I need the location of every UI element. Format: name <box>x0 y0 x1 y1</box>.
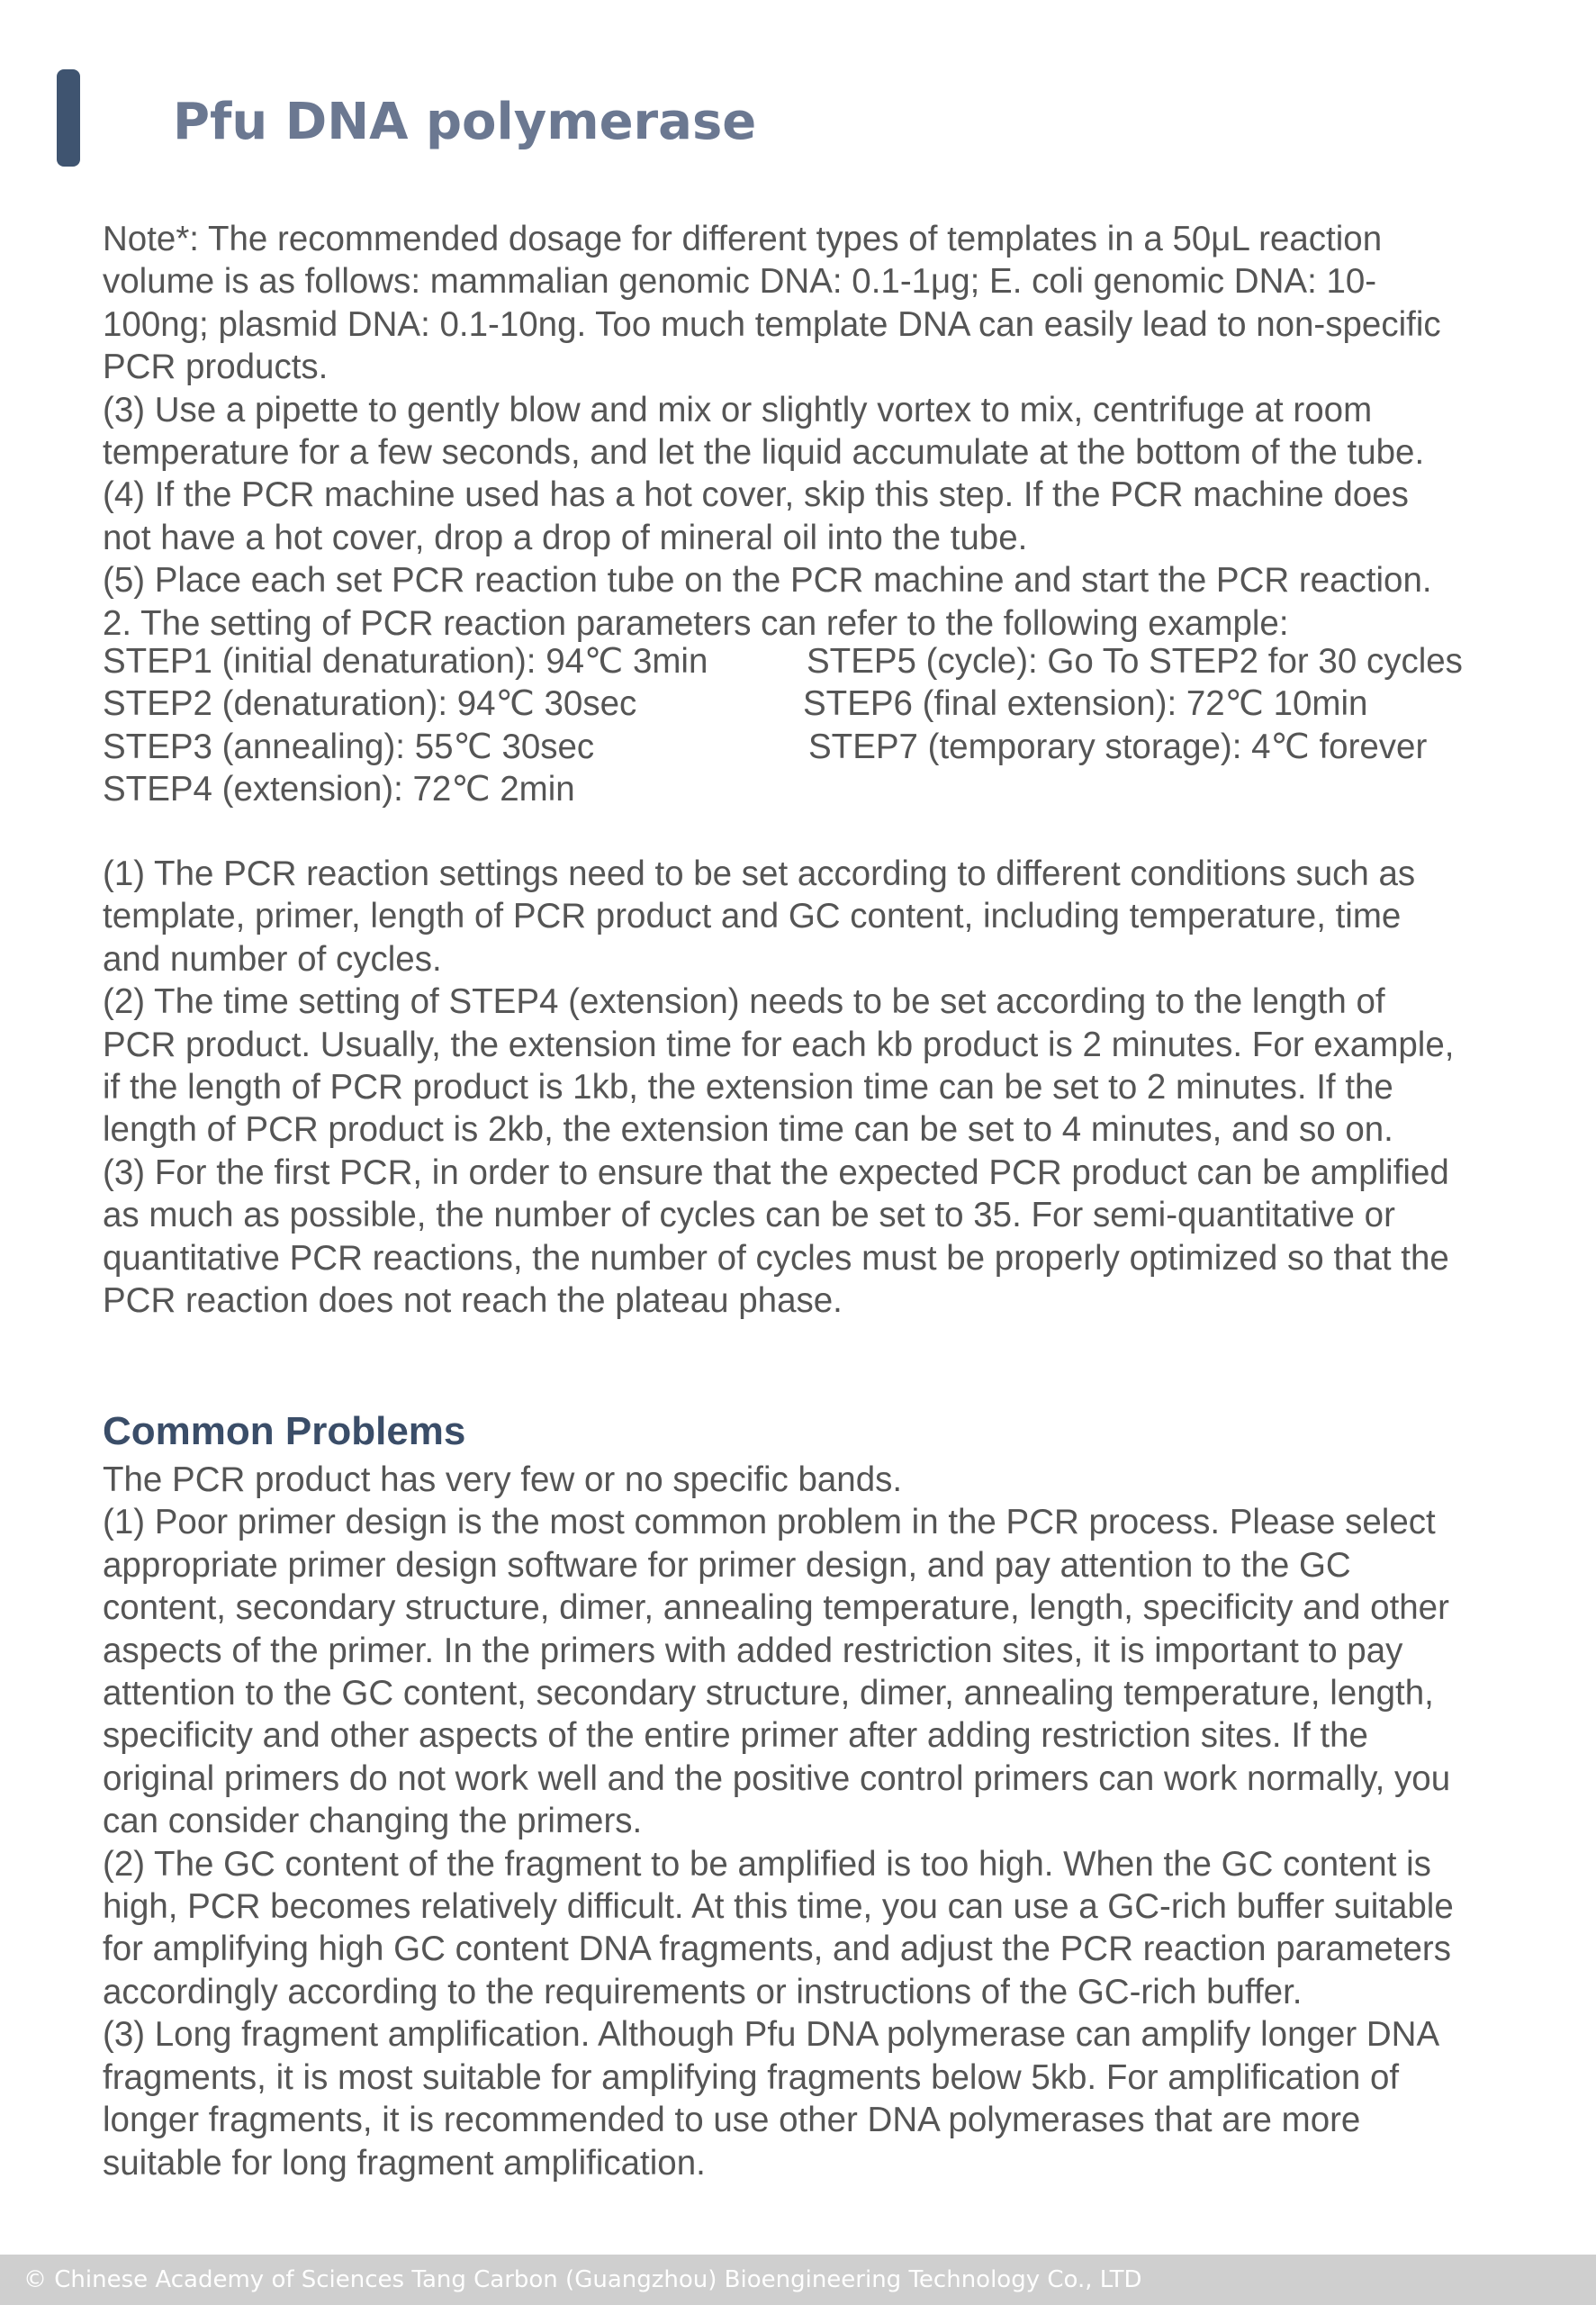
text-line: high, PCR becomes relatively difficult. At this time, you can use a GC-rich buffer suitable <box>103 1887 1454 1927</box>
text-line: (1) Poor primer design is the most common problem in the PCR process. Please select <box>103 1503 1436 1542</box>
text-line: accordingly according to the requirements or instructions of the GC-rich buffer. <box>103 1972 1303 2011</box>
step-row <box>103 682 1507 725</box>
text-line: PCR products. <box>103 348 329 387</box>
text-line: length of PCR product is 2kb, the extension time can be set to 4 minutes, and so on. <box>103 1110 1393 1150</box>
text-line: not have a hot cover, drop a drop of mineral oil into the tube. <box>103 518 1028 557</box>
intro-section <box>103 218 1507 645</box>
text-line: appropriate primer design software for primer design, and pay attention to the GC <box>103 1545 1351 1585</box>
text-line: (3) For the first PCR, in order to ensure that the expected PCR product can be amplified <box>103 1152 1449 1192</box>
problem-item <box>103 1501 1507 1842</box>
step-row <box>103 640 1507 682</box>
text-line: (2) The time setting of STEP4 (extension) needs to be set according to the length of <box>103 982 1385 1022</box>
note-item <box>103 853 1507 981</box>
footer-bar <box>0 2255 1596 2305</box>
title-accent-bar <box>57 69 80 167</box>
note-item <box>103 981 1507 1152</box>
text-line: PCR product. Usually, the extension time for each kb product is 2 minutes. For example, <box>103 1025 1455 1064</box>
text-line: quantitative PCR reactions, the number of cycles must be properly optimized so that the <box>103 1238 1449 1278</box>
text-line: PCR reaction does not reach the plateau phase. <box>103 1281 843 1321</box>
text-line: content, secondary structure, dimer, annealing temperature, length, specificity and other <box>103 1588 1449 1628</box>
text-line: can consider changing the primers. <box>103 1802 643 1841</box>
text-line: original primers do not work well and the positive control primers can work normally, you <box>103 1758 1451 1798</box>
step-item: STEP4 (extension): 72℃ 2min <box>103 770 575 809</box>
common-problems-section <box>103 1459 1507 2184</box>
text-line: for amplifying high GC content DNA fragments, and adjust the PCR reaction parameters <box>103 1930 1451 1969</box>
template-dosage-note <box>103 218 1507 389</box>
problem-item <box>103 2013 1507 2184</box>
text-line: specificity and other aspects of the entire primer after adding restriction sites. If the <box>103 1716 1368 1756</box>
text-line: 100ng; plasmid DNA: 0.1-10ng. Too much template DNA can easily lead to non-specific <box>103 304 1441 344</box>
text-line: if the length of PCR product is 1kb, the extension time can be set to 2 minutes. If the <box>103 1068 1393 1107</box>
note-item <box>103 1152 1507 1323</box>
step-item: STEP6 (final extension): 72℃ 10min <box>803 684 1368 724</box>
text-line: suitable for long fragment amplification. <box>103 2143 706 2183</box>
step-row <box>103 726 1507 768</box>
text-line: attention to the GC content, secondary structure, dimer, annealing temperature, length, <box>103 1674 1434 1713</box>
text-line: aspects of the primer. In the primers with added restriction sites, it is important to pay <box>103 1631 1403 1670</box>
text-line: longer fragments, it is recommended to use other DNA polymerases that are more <box>103 2101 1361 2140</box>
step-row <box>103 768 1507 810</box>
step-item: STEP3 (annealing): 55℃ 30sec <box>103 727 595 766</box>
text-line: (3) Long fragment amplification. Although Pfu DNA polymerase can amplify longer DNA <box>103 2015 1440 2055</box>
pcr-steps-list <box>103 640 1507 811</box>
step-item: STEP7 (temporary storage): 4℃ forever <box>808 727 1428 766</box>
step-item: STEP2 (denaturation): 94℃ 30sec <box>103 684 637 724</box>
text-line: Note*: The recommended dosage for different types of templates in a 50μL reaction <box>103 220 1383 258</box>
text-line: (4) If the PCR machine used has a hot cover, skip this step. If the PCR machine does <box>103 475 1409 515</box>
text-line: volume is as follows: mammalian genomic DNA: 0.1-1μg; E. coli genomic DNA: 10- <box>103 262 1377 302</box>
mixing-step <box>103 389 1507 475</box>
copyright-text: © Chinese Academy of Sciences Tang Carbon (Guangzhou) Bioengineering Technology Co., LTD <box>23 2266 1142 2293</box>
text-line: (2) The GC content of the fragment to be amplified is too high. When the GC content is <box>103 1844 1431 1884</box>
step-item: STEP5 (cycle): Go To STEP2 for 30 cycles <box>807 642 1463 681</box>
text-line: (3) Use a pipette to gently blow and mix or slightly vortex to mix, centrifuge at room <box>103 390 1373 429</box>
text-line: (1) The PCR reaction settings need to be set according to different conditions such as <box>103 854 1416 893</box>
problems-intro: The PCR product has very few or no specific bands. <box>103 1460 903 1499</box>
step-item: STEP1 (initial denaturation): 94℃ 3min <box>103 642 708 681</box>
text-line: as much as possible, the number of cycles can be set to 35. For semi-quantitative or <box>103 1196 1395 1235</box>
text-line: and number of cycles. <box>103 939 442 979</box>
text-line: temperature for a few seconds, and let the liquid accumulate at the bottom of the tube. <box>103 433 1425 473</box>
hot-cover-step <box>103 474 1507 559</box>
parameters-intro: 2. The setting of PCR reaction parameters can refer to the following example: <box>103 603 1289 643</box>
pcr-notes-section <box>103 853 1507 1322</box>
text-line: fragments, it is most suitable for amplifying fragments below 5kb. For amplification of <box>103 2057 1400 2097</box>
section-heading: Common Problems <box>103 1409 466 1453</box>
page-title: Pfu DNA polymerase <box>173 93 757 151</box>
problem-item <box>103 1843 1507 2014</box>
text-line: template, primer, length of PCR product and GC content, including temperature, time <box>103 897 1402 936</box>
start-reaction-step: (5) Place each set PCR reaction tube on the PCR machine and start the PCR reaction. <box>103 561 1432 601</box>
